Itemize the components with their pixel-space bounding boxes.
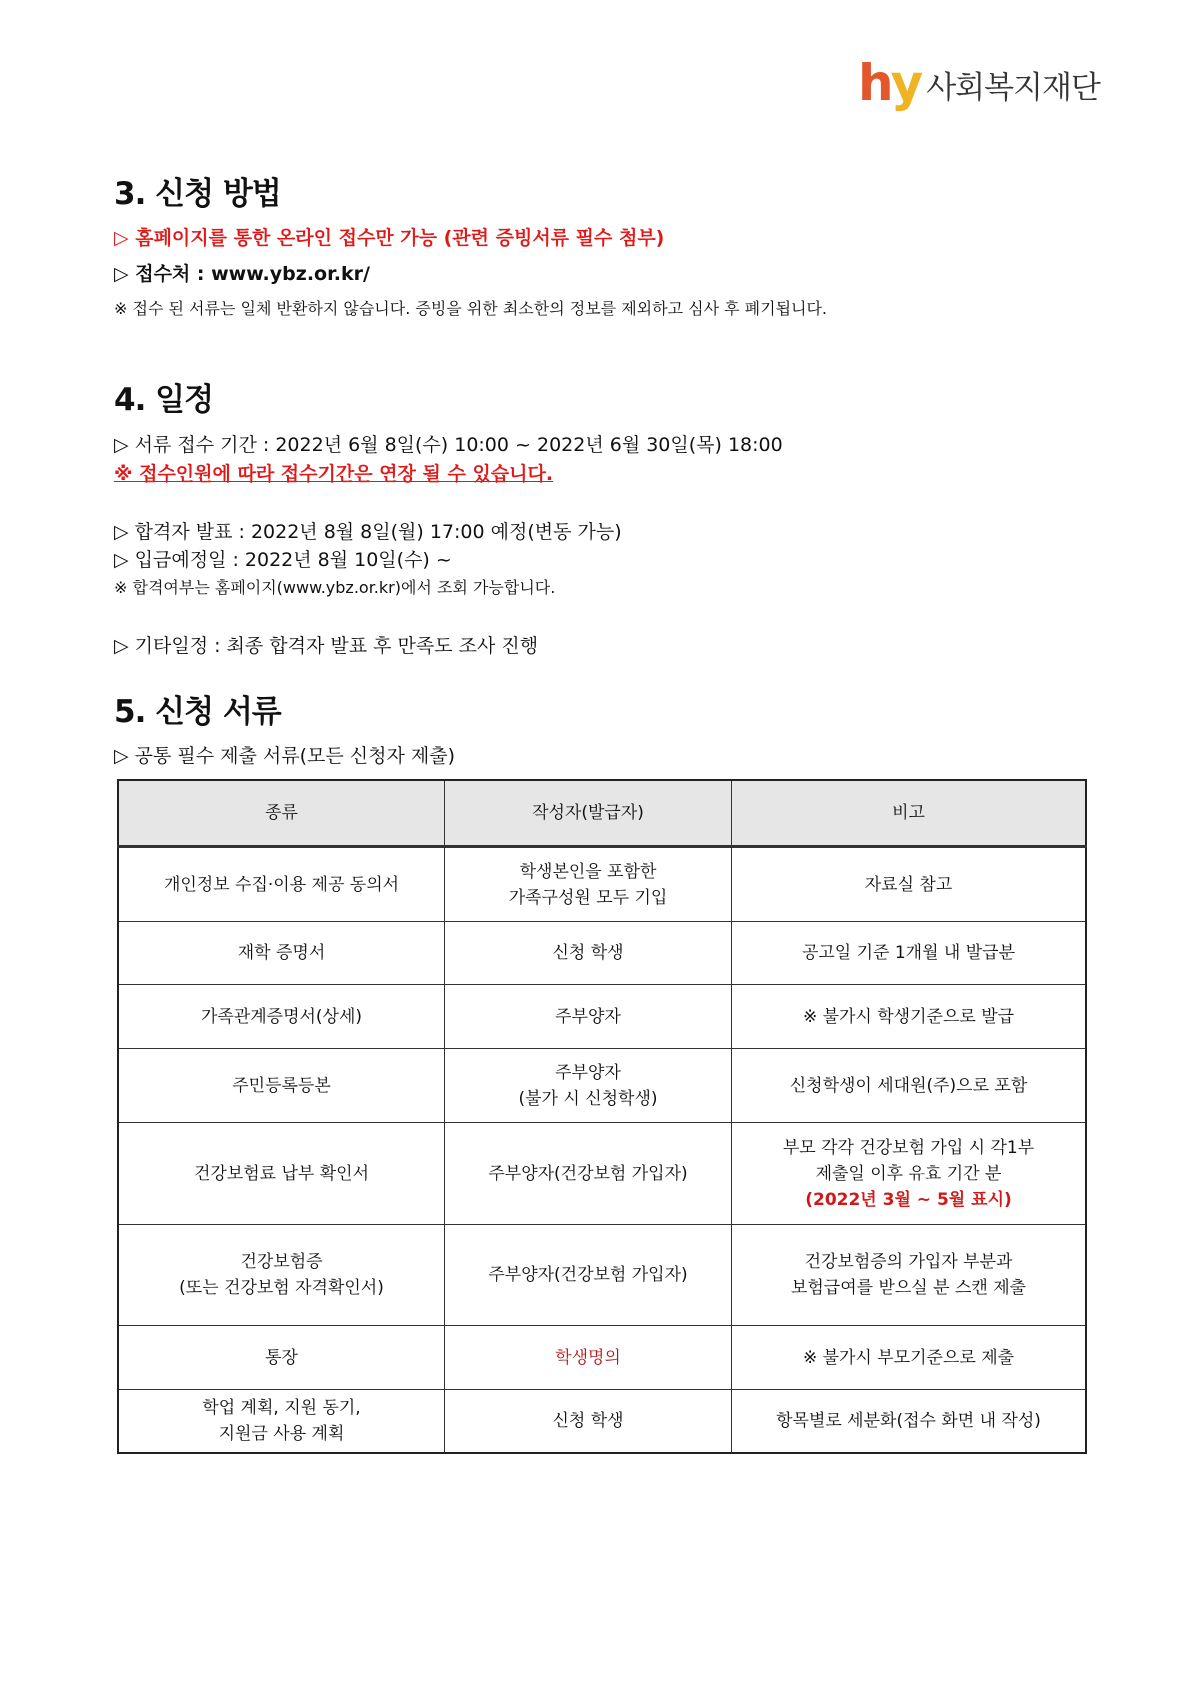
- table-row: [118, 1123, 1086, 1225]
- cell-type: 개인정보 수집·이용 제공 동의서: [118, 847, 445, 922]
- header-issuer: 작성자(발급자): [445, 780, 732, 847]
- deposit-date-line: ▷ 입금예정일 : 2022년 8월 10일(수) ~: [114, 549, 452, 571]
- result-check-note: ※ 합격여부는 홈페이지(www.ybz.or.kr)에서 조회 가능합니다.: [114, 578, 556, 597]
- common-documents-subheading: ▷ 공통 필수 제출 서류(모든 신청자 제출): [114, 745, 455, 767]
- cell-issuer: 학생본인을 포함한 가족구성원 모두 기입: [445, 847, 732, 922]
- cell-issuer: 신청 학생: [445, 1390, 732, 1453]
- table-row: [118, 847, 1086, 922]
- cell-issuer: 주부양자 (불가 시 신청학생): [445, 1049, 732, 1123]
- cell-note: 항목별로 세분화(접수 화면 내 작성): [732, 1390, 1087, 1453]
- cell-issuer: 학생명의: [445, 1326, 732, 1390]
- cell-note: ※ 불가시 부모기준으로 제출: [732, 1326, 1087, 1390]
- table-row: [118, 1390, 1086, 1453]
- cell-note: ※ 불가시 학생기준으로 발급: [732, 985, 1087, 1049]
- cell-issuer: 주부양자: [445, 985, 732, 1049]
- cell-type: 통장: [118, 1326, 445, 1390]
- apply-method-line: ▷ 홈페이지를 통한 온라인 접수만 가능 (관련 증빙서류 필수 첨부): [114, 227, 665, 249]
- cell-note: 신청학생이 세대원(주)으로 포함: [732, 1049, 1087, 1123]
- cell-type: 주민등록등본: [118, 1049, 445, 1123]
- date-range-highlight: (2022년 3월 ~ 5월 표시): [805, 1189, 1012, 1210]
- other-schedule-line: ▷ 기타일정 : 최종 합격자 발표 후 만족도 조사 진행: [114, 635, 539, 657]
- document-return-note: ※ 접수 된 서류는 일체 반환하지 않습니다. 증빙을 위한 최소한의 정보를 제외하고 심사 후 폐기됩니다.: [114, 299, 828, 318]
- cell-note: 자료실 참고: [732, 847, 1087, 922]
- cell-type: 건강보험증 (또는 건강보험 자격확인서): [118, 1225, 445, 1326]
- cell-note: 건강보험증의 가입자 부분과 보험급여를 받으실 분 스캔 제출: [732, 1225, 1087, 1326]
- table-row: [118, 985, 1086, 1049]
- period-extension-note: ※ 접수인원에 따라 접수기간은 연장 될 수 있습니다.: [114, 463, 554, 485]
- header-type: 종류: [118, 780, 445, 847]
- section3-heading: 3. 신청 방법: [114, 176, 281, 212]
- cell-issuer: 주부양자(건강보험 가입자): [445, 1123, 732, 1225]
- table-row: [118, 1225, 1086, 1326]
- cell-issuer: 주부양자(건강보험 가입자): [445, 1225, 732, 1326]
- submission-period-line: ▷ 서류 접수 기간 : 2022년 6월 8일(수) 10:00 ~ 2022년 6월 30일(목) 18:00: [114, 434, 783, 456]
- header-note: 비고: [732, 780, 1087, 847]
- cell-issuer: 신청 학생: [445, 922, 732, 985]
- table-row: [118, 1326, 1086, 1390]
- section5-heading: 5. 신청 서류: [114, 694, 281, 730]
- foundation-logo: [858, 54, 1100, 112]
- cell-type: 건강보험료 납부 확인서: [118, 1123, 445, 1225]
- cell-type: 가족관계증명서(상세): [118, 985, 445, 1049]
- apply-site-line: ▷ 접수처 : www.ybz.or.kr/: [114, 263, 370, 285]
- table-row: [118, 1049, 1086, 1123]
- section4-heading: 4. 일정: [114, 382, 214, 418]
- organization-name: 사회복지재단: [926, 70, 1100, 106]
- hy-logo-mark: hy: [858, 54, 921, 112]
- table-header-row: [118, 780, 1086, 847]
- cell-type: 재학 증명서: [118, 922, 445, 985]
- announcement-line: ▷ 합격자 발표 : 2022년 8월 8일(월) 17:00 예정(변동 가능): [114, 521, 622, 543]
- required-documents-table: [117, 779, 1087, 1454]
- cell-type: 학업 계획, 지원 동기, 지원금 사용 계획: [118, 1390, 445, 1453]
- cell-note: 공고일 기준 1개월 내 발급분: [732, 922, 1087, 985]
- table-row: [118, 922, 1086, 985]
- cell-note: 부모 각각 건강보험 가입 시 각1부 제출일 이후 유효 기간 분 (2022년 3월 ~ 5월 표시): [732, 1123, 1087, 1225]
